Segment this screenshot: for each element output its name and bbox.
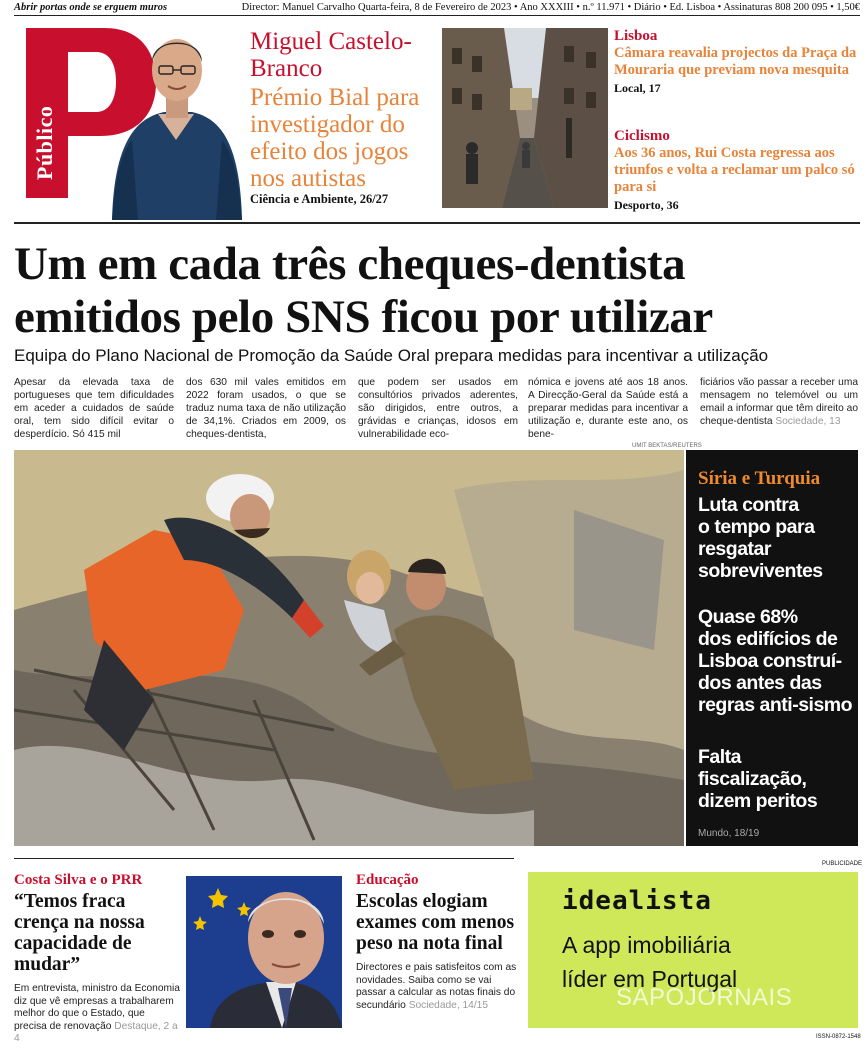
sapo-watermark: SAPOJORNAIS [616,984,793,1011]
photo-credit: UMIT BEKTAS/REUTERS [632,443,702,449]
lead-column-5-text: ficiários vão passar a receber uma mensagem no telemóvel ou um email a informar que têm direito ao cheque-dentista [700,377,858,427]
sidebar-headline-2-line: dos edifícios de [698,628,838,650]
sidebar-headline-2[interactable] [698,606,852,716]
educacao-body [356,962,518,1012]
sidebar-headline-3-line: fiscalização, [698,768,807,790]
educacao-ref[interactable]: Sociedade, 14/15 [408,999,488,1011]
ciclismo-tag: Ciclismo [614,128,670,144]
lead-subhead: Equipa do Plano Nacional de Promoção da Saúde Oral prepara medidas para incentivar a utilização [14,346,769,365]
top-strip [14,0,860,16]
sidebar-headline-3-line: Falta [698,746,742,768]
lead-headline-line2: emitidos pelo SNS ficou por utilizar [14,291,713,343]
lead-column-2: dos 630 mil vales emitidos em 2022 foram usados, o que se traduz numa taxa de não utilização de 34,1%. Criados em 2009, os cheques-dentista, [186,377,346,440]
lisboa-ref: Local, 17 [614,81,661,95]
lead-headline[interactable] [14,238,860,344]
science-teaser-headline[interactable]: Prémio Bial para investigador do efeito dos jogos nos autistas [250,84,420,192]
costa-silva-tag: Costa Silva e o PRR [14,872,143,888]
sidebar-headline-3-line: dizem peritos [698,790,818,812]
ad-line-2: líder em Portugal [562,966,738,992]
portrait-photo [108,22,244,220]
educacao-body-text: Directores e pais satisfeitos com as novidades. Saiba como se vai passar a calcular as notas finais do secundário [356,962,517,1011]
earthquake-sidebar[interactable] [686,450,858,846]
sidebar-headline-2-line: regras anti-sismo [698,694,853,716]
minister-photo [186,876,342,1028]
slogan: Abrir portas onde se erguem muros [14,2,168,13]
ciclismo-headline[interactable]: Aos 36 anos, Rui Costa regressa aos triunfos e volta a reclamar um palco só para si [614,145,855,195]
sidebar-ref: Mundo, 18/19 [698,828,760,839]
sidebar-tag: Síria e Turquia [698,468,821,489]
ciclismo-ref: Desporto, 36 [614,198,679,212]
costa-silva-body [14,983,180,1046]
costa-silva-story[interactable] [14,872,180,1046]
educacao-story[interactable] [356,872,518,1012]
sidebar-headline-1-line: sobreviventes [698,560,823,582]
costa-silva-ref[interactable]: Destaque, 2 a 4 [14,1020,178,1044]
lead-column-5-ref[interactable]: Sociedade, 13 [775,416,841,427]
sidebar-headline-1-line: resgatar [698,538,771,560]
lisboa-teaser[interactable] [614,28,860,96]
lead-column-3: que podem ser usados em consultórios privados aderentes, são dirigidos, entre outros, a grávidas e crianças, idosos em vulnerabilidade eco- [358,377,518,440]
science-teaser-ref: Ciência e Ambiente, 26/27 [250,192,389,206]
sidebar-headline-2-line: Lisboa construí- [698,650,842,672]
logo-word: Público [32,105,57,180]
street-photo [442,28,608,208]
rescue-photo [14,450,684,846]
costa-silva-body-text: Em entrevista, ministro da Economia diz que vê empresas a trabalharem melhor do que o Estado, que precisa de renovação [14,983,180,1032]
sidebar-headline-2-line: dos antes das [698,672,822,694]
lead-headline-line1: Um em cada três cheques-dentista [14,238,686,290]
sidebar-headline-3[interactable] [698,746,817,812]
ciclismo-teaser[interactable] [614,128,860,213]
sidebar-headline-2-line: Quase 68% [698,606,798,628]
lisboa-headline[interactable]: Câmara reavalia projectos da Praça da Mouraria que previam nova mesquita [614,45,857,78]
masthead-info: Director: Manuel Carvalho Quarta-feira, 8 de Fevereiro de 2023 • Ano XXXIII • n.º 11.971 • Diário • Ed. Lisboa • Assinaturas 808 200 095 • 1,50€ [241,2,860,13]
sidebar-headline-1-line: Luta contra [698,494,799,516]
educacao-tag: Educação [356,872,419,888]
lead-column-5 [700,376,858,428]
costa-silva-headline[interactable]: “Temos fraca crença na nossa capacidade de mudar” [14,891,145,975]
lisboa-tag: Lisboa [614,28,658,44]
sidebar-headline-1-line: o tempo para [698,516,815,538]
issn: ISSN-0872-1548 [816,1034,861,1040]
educacao-headline[interactable]: Escolas elogiam exames com menos peso na nota final [356,891,515,954]
ad-brand: idealista [562,886,712,916]
science-teaser-name[interactable]: Miguel Castelo-Branco [250,28,412,82]
sidebar-headline-1[interactable] [698,494,823,582]
ad-line-1: A app imobiliária [562,932,731,958]
divider [14,222,860,224]
divider [14,858,514,859]
lead-column-4: nómica e jovens até aos 18 anos. A Direcção-Geral da Saúde está a preparar medidas para incentivar a utilização e, durante este ano, os bene- [528,377,688,440]
lead-column-1: Apesar da elevada taxa de portugueses que tem dificuldades em aceder a cuidados de saúde oral, tem sido difícil evitar o desperdício. Só 415 mil [14,377,174,440]
ad-label: PUBLICIDADE [822,861,863,867]
